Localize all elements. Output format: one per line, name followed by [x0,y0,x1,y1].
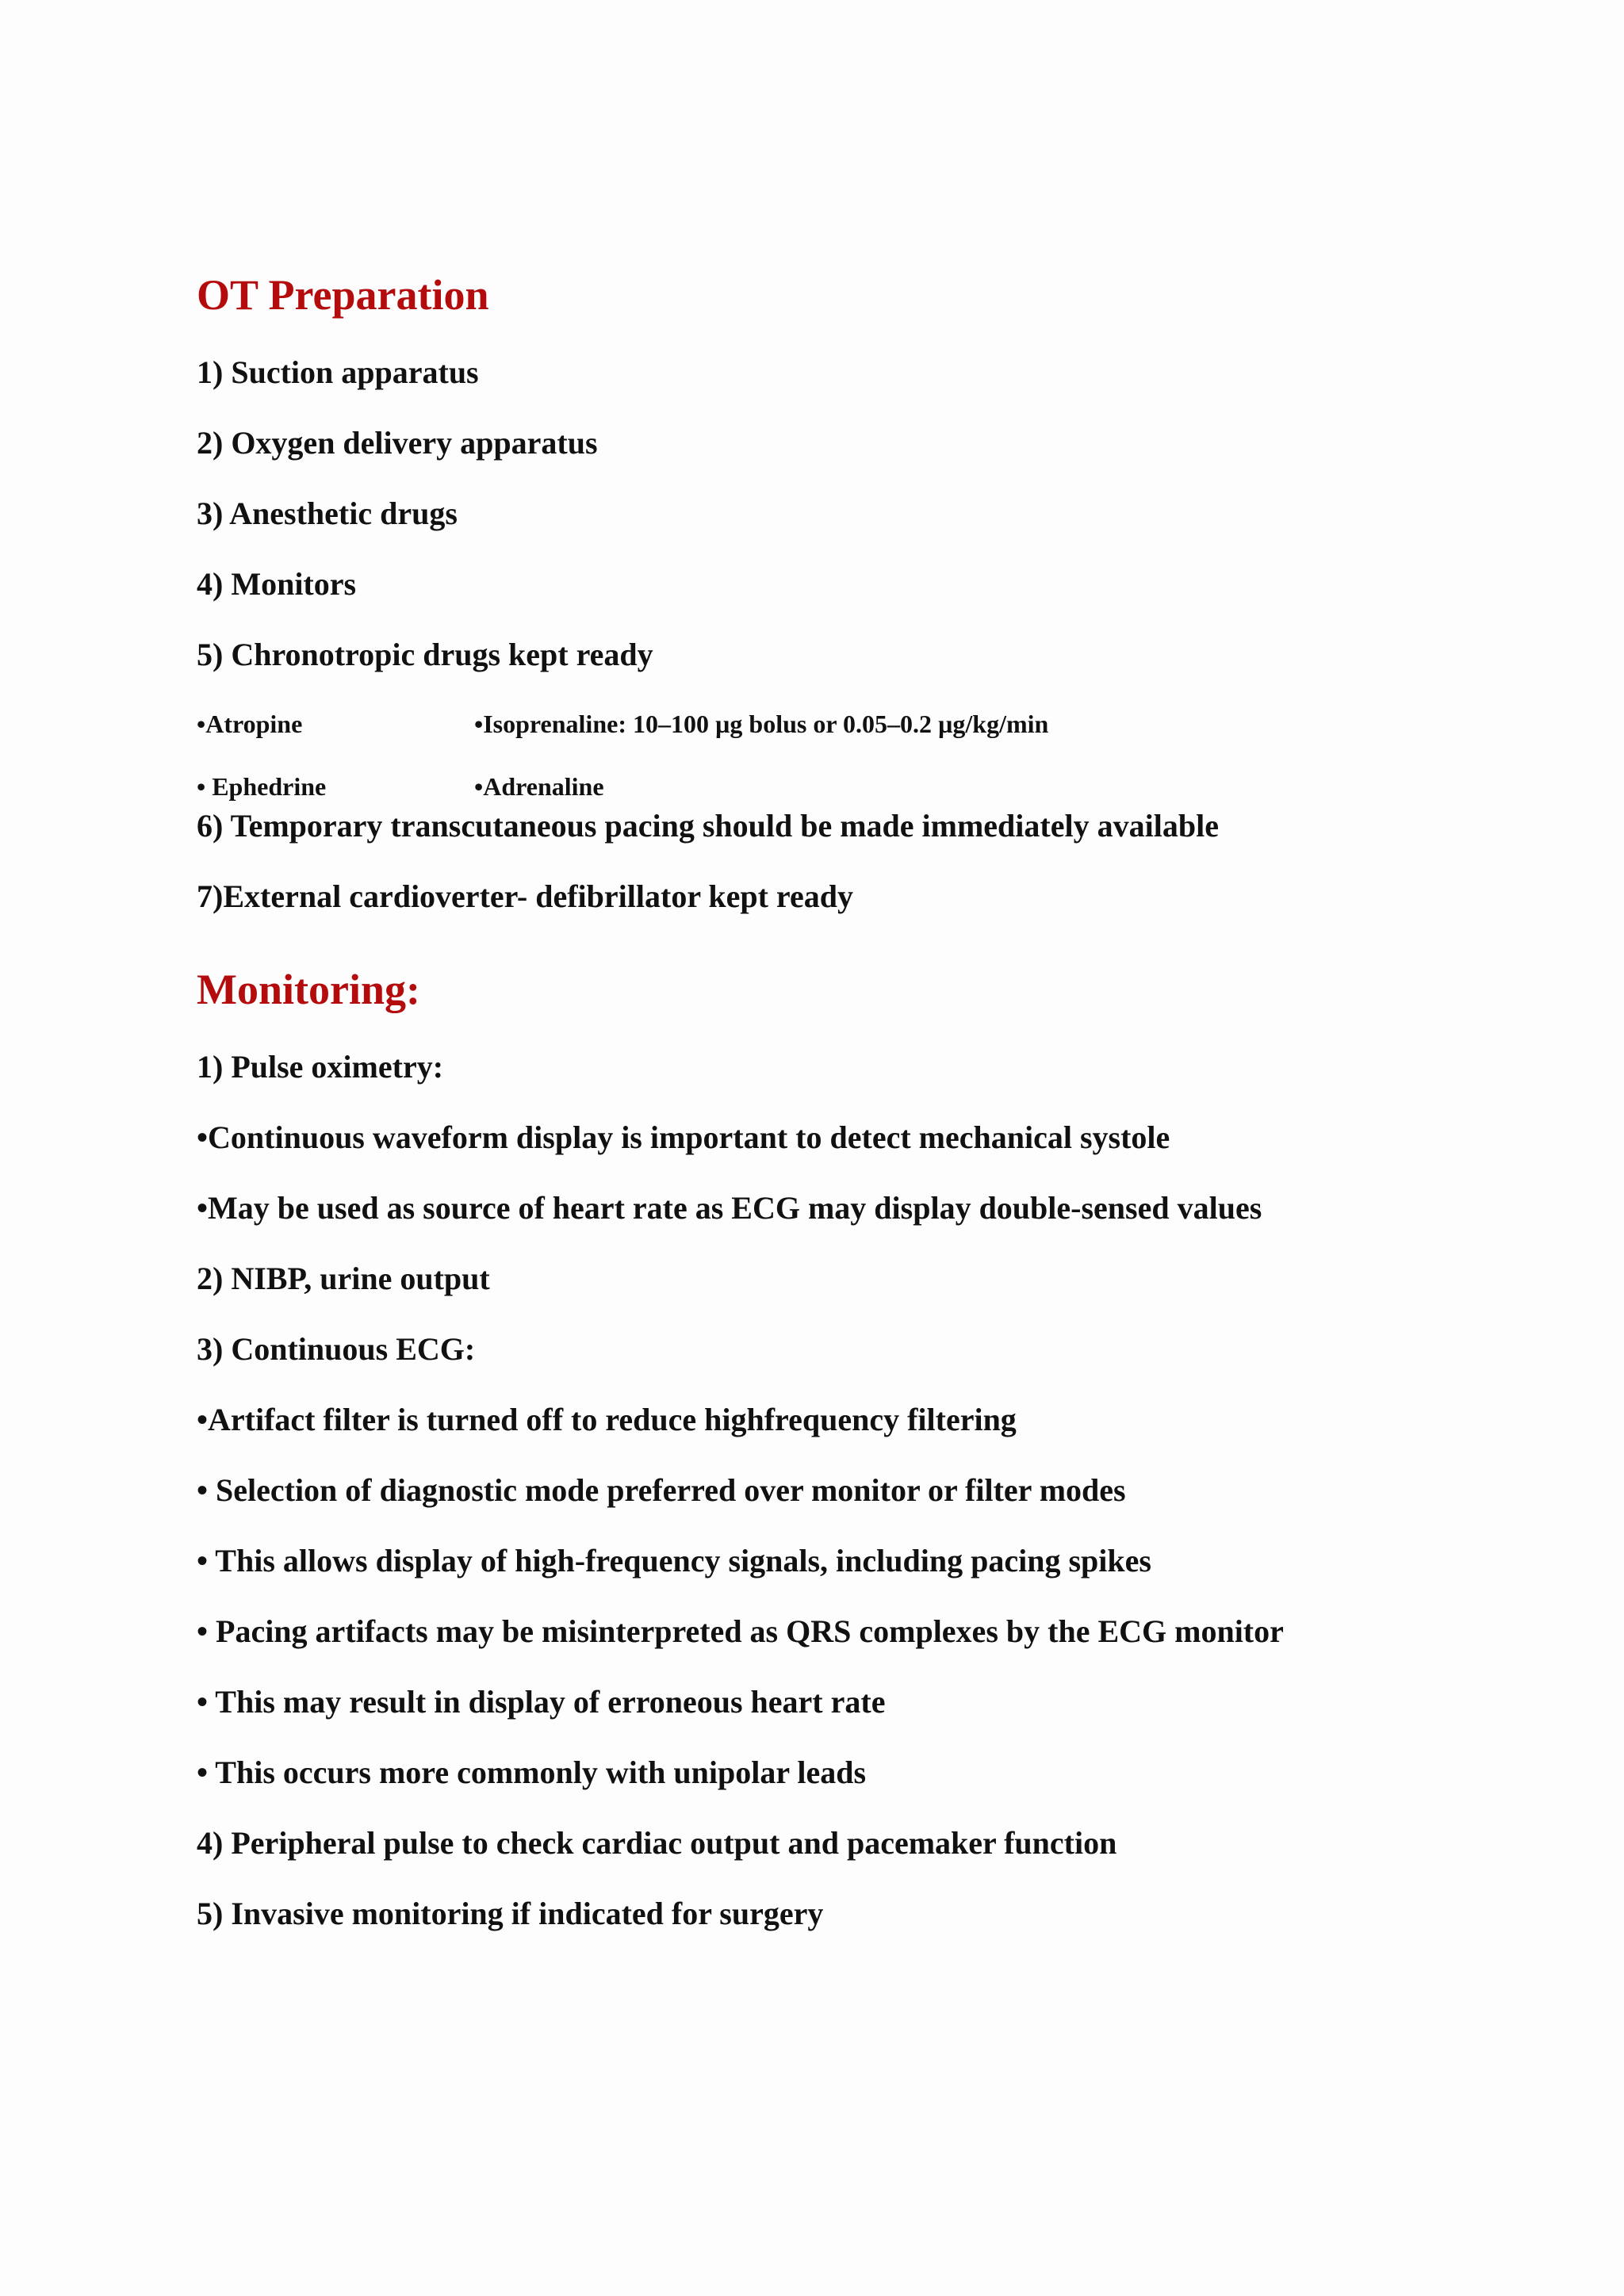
drug-ephedrine: • Ephedrine [197,772,327,801]
monitoring-line: 2) NIBP, urine output [197,1261,490,1296]
ot-item-defibrillator: 7)External cardioverter- defibrillator kept ready [197,878,853,914]
monitoring-line: 4) Peripheral pulse to check cardiac output and pacemaker function [197,1825,1117,1861]
drug-adrenaline: •Adrenaline [474,772,604,801]
monitoring-heading: Monitoring: [197,966,420,1013]
ot-item-oxygen: 2) Oxygen delivery apparatus [197,425,598,461]
ot-item-monitors: 4) Monitors [197,566,357,602]
ot-item-chronotropic-drugs: 5) Chronotropic drugs kept ready [197,637,653,672]
monitoring-line: 5) Invasive monitoring if indicated for surgery [197,1896,824,1931]
monitoring-line: • This may result in display of erroneous heart rate [197,1684,886,1720]
monitoring-line: 3) Continuous ECG: [197,1331,476,1367]
drug-atropine: •Atropine [197,710,303,738]
ot-item-anesthetic-drugs: 3) Anesthetic drugs [197,496,458,531]
ot-item-suction: 1) Suction apparatus [197,354,479,390]
ot-item-transcutaneous-pacing: 6) Temporary transcutaneous pacing should be made immediately available [197,808,1219,844]
monitoring-line: •May be used as source of heart rate as ECG may display double-sensed values [197,1190,1262,1226]
monitoring-line: • Pacing artifacts may be misinterpreted as QRS complexes by the ECG monitor [197,1613,1284,1649]
monitoring-line: •Artifact filter is turned off to reduce highfrequency filtering [197,1402,1017,1437]
drug-isoprenaline: •Isoprenaline: 10–100 µg bolus or 0.05–0.2 µg/kg/min [474,710,1049,738]
monitoring-line: • Selection of diagnostic mode preferred over monitor or filter modes [197,1472,1126,1508]
monitoring-line: • This allows display of high-frequency signals, including pacing spikes [197,1543,1151,1578]
monitoring-line: • This occurs more commonly with unipolar leads [197,1755,867,1790]
ot-preparation-heading: OT Preparation [197,271,489,319]
monitoring-line: •Continuous waveform display is important to detect mechanical systole [197,1119,1170,1155]
monitoring-line: 1) Pulse oximetry: [197,1049,444,1085]
